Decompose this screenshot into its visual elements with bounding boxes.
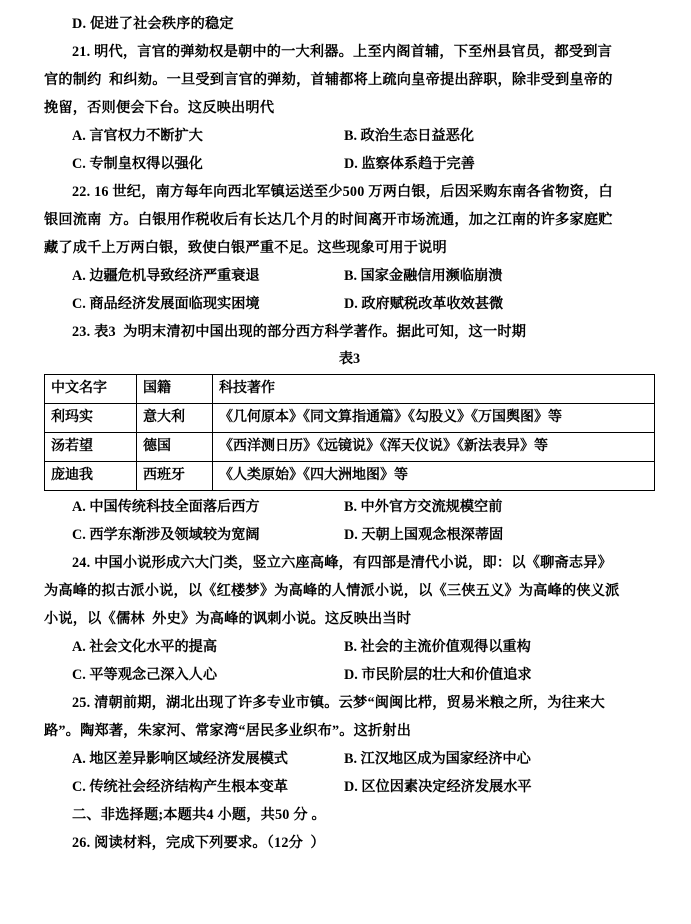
q21-option-b[interactable]: B. 政治生态日益恶化 [344,128,475,144]
table-cell-name: 庞迪我 [45,462,137,491]
table-cell-works: 《几何原本》《同文算指通篇》《勾股义》《万国舆图》等 [213,404,655,433]
section-two-title: 二、非选择题;本题共4 小题，共50 分 。 [72,807,326,823]
q22-option-c[interactable]: C. 商品经济发展面临现实困境 [72,296,260,312]
question-24 [44,549,655,689]
q23-option-b[interactable]: B. 中外官方交流规模空前 [344,499,503,515]
q21-stem-line-1: 21. 明代，言官的弹劾权是朝中的一大利器。上至内阁首辅，下至州县官员，都受到言 [72,44,613,60]
question-26-stem: 26. 阅读材料，完成下列要求。（12分 ） [72,835,325,851]
q22-option-b[interactable]: B. 国家金融信用濒临崩溃 [344,268,503,284]
q22-option-d[interactable]: D. 政府赋税改革收效甚微 [344,296,504,312]
q25-option-c[interactable]: C. 传统社会经济结构产生根本变革 [72,779,288,795]
q23-option-c[interactable]: C. 西学东渐涉及领域较为宽阔 [72,527,260,543]
q24-option-d[interactable]: D. 市民阶层的壮大和价值追求 [344,667,532,683]
question-22 [44,178,655,318]
table-row [45,462,655,491]
science-works-table [44,374,655,491]
q21-stem-line-2: 官的制约 和纠劾。一旦受到言官的弹劾，首辅都将上疏向皇帝提出辞职，除非受到皇帝的 [44,72,613,88]
table-row [45,404,655,433]
q22-options-row-1 [44,262,655,290]
q22-stem-line-2: 银回流南 方。白银用作税收后有长达几个月的时间离开市场流通，加之江南的许多家庭贮 [44,212,613,228]
q25-option-a[interactable]: A. 地区差异影响区域经济发展模式 [72,751,288,767]
q24-option-b[interactable]: B. 社会的主流价值观得以重构 [344,639,531,655]
q24-stem-line-3: 小说，以《儒林 外史》为高峰的讽刺小说。这反映出当时 [44,611,412,627]
q24-stem-line-1: 24. 中国小说形成六大门类，竖立六座高峰，有四部是清代小说，即：以《聊斋志异》 [72,555,613,571]
q25-stem-line-1: 25. 清朝前期，湖北出现了许多专业市镇。云梦“闽闽比栉，贸易米粮之所，为往来大 [72,695,605,711]
q23-stem-line-1: 23. 表3 为明末清初中国出现的部分西方科学著作。据此可知，这一时期 [72,324,527,340]
q23-option-a[interactable]: A. 中国传统科技全面落后西方 [72,499,260,515]
q23-option-d[interactable]: D. 天朝上国观念根深蒂固 [344,527,504,543]
q24-options-row-1 [44,633,655,661]
q21-option-d[interactable]: D. 监察体系趋于完善 [344,156,475,172]
q21-option-a[interactable]: A. 言官权力不断扩大 [72,128,203,144]
table-header-works: 科技著作 [213,375,655,404]
question-25 [44,689,655,801]
table-cell-nationality: 意大利 [137,404,213,433]
table-header-row [45,375,655,404]
table-cell-works: 《人类原始》《四大洲地图》等 [213,462,655,491]
q25-option-d[interactable]: D. 区位因素决定经济发展水平 [344,779,532,795]
q22-options-row-2 [44,290,655,318]
q21-options-row-1 [44,122,655,150]
q22-stem-line-1: 22. 16 世纪，南方每年向西北军镇运送至少500 万两白银，后因采购东南各省物资，白 [72,184,613,200]
q23-options-row-1 [44,493,655,521]
q21-stem-line-3: 挽留，否则便会下台。这反映出明代 [44,100,275,116]
table-header-name: 中文名字 [45,375,137,404]
table-caption: 表3 [338,351,361,367]
question-21 [44,38,655,178]
q25-stem-line-2: 路”。陶郑著，朱家河、常家湾“居民多业织布”。这折射出 [44,723,412,739]
q24-stem-line-2: 为高峰的拟古派小说，以《红楼梦》为高峰的人情派小说，以《三侠五义》为高峰的侠义派 [44,583,620,599]
table-cell-name: 汤若望 [45,433,137,462]
table-row [45,433,655,462]
q25-option-b[interactable]: B. 江汉地区成为国家经济中心 [344,751,531,767]
q22-option-a[interactable]: A. 边疆危机导致经济严重衰退 [72,268,260,284]
q21-option-c[interactable]: C. 专制皇权得以强化 [72,156,203,172]
table-cell-nationality: 德国 [137,433,213,462]
q25-options-row-2 [44,773,655,801]
q21-options-row-2 [44,150,655,178]
question-23 [44,318,655,549]
q22-stem-line-3: 藏了成千上万两白银，致使白银严重不足。这些现象可用于说明 [44,240,447,256]
table-cell-works: 《西洋测日历》《远镜说》《浑天仪说》《新法表异》等 [213,433,655,462]
q25-options-row-1 [44,745,655,773]
q24-option-c[interactable]: C. 平等观念己深入人心 [72,667,218,683]
q24-option-a[interactable]: A. 社会文化水平的提高 [72,639,218,655]
table-header-nationality: 国籍 [137,375,213,404]
table-cell-name: 利玛实 [45,404,137,433]
q23-options-row-2 [44,521,655,549]
top-option-d: D. 促进了社会秩序的稳定 [72,16,234,32]
q24-options-row-2 [44,661,655,689]
table-cell-nationality: 西班牙 [137,462,213,491]
